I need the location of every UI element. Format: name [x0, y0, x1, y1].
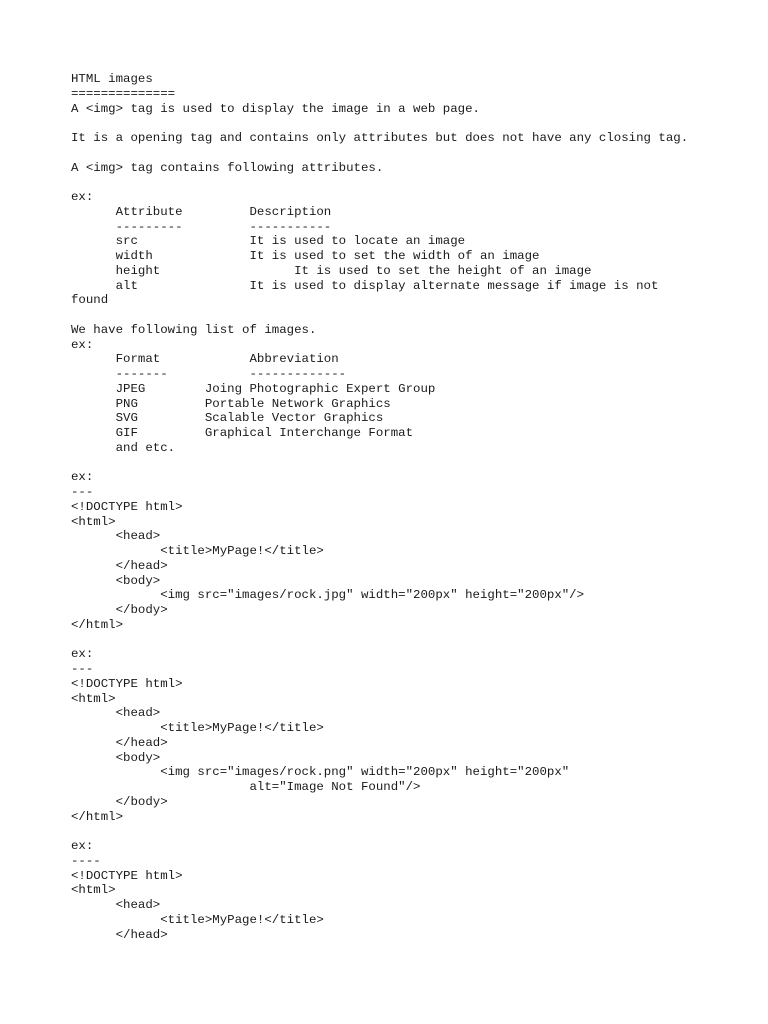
document-line: ----: [71, 853, 101, 868]
document-line: It is a opening tag and contains only attributes but does not have any closing tag.: [71, 131, 689, 145]
document-line: ex:: [71, 337, 94, 352]
document-line: <!DOCTYPE html>: [71, 868, 183, 883]
document-line: found: [71, 293, 109, 308]
document-line: [71, 146, 761, 161]
document-line: [71, 116, 761, 131]
document-line: <title>MyPage!</title>: [71, 721, 324, 735]
document-line: ex:: [71, 647, 94, 662]
document-line: <head>: [71, 706, 161, 721]
document-line: ------- -------------: [71, 367, 347, 381]
document-line: <body>: [71, 750, 161, 765]
document-line: ---: [71, 662, 94, 676]
document-line: GIF Graphical Interchange Format: [71, 426, 414, 440]
document-line: [71, 456, 761, 471]
document-line: --------- -----------: [71, 219, 332, 234]
document-line: [71, 633, 761, 648]
document-line: <title>MyPage!</title>: [71, 544, 324, 558]
document-line: src It is used to locate an image: [71, 234, 466, 249]
document-line: <html>: [71, 883, 116, 898]
document-line: [71, 175, 761, 190]
document-line: SVG Scalable Vector Graphics: [71, 411, 384, 426]
document-line: <title>MyPage!</title>: [71, 912, 324, 927]
document-line: <html>: [71, 514, 116, 529]
document-line: JPEG Joing Photographic Expert Group: [71, 381, 436, 396]
document-line: <head>: [71, 898, 161, 912]
document-line: HTML images: [71, 72, 153, 86]
document-line: <!DOCTYPE html>: [71, 499, 183, 514]
document-line: </html>: [71, 809, 124, 824]
document-line: ex:: [71, 839, 94, 853]
document-line: height It is used to set the height of an image: [71, 263, 592, 278]
document-line: and etc.: [71, 440, 176, 455]
document-line: ex:: [71, 190, 94, 204]
document-line: </head>: [71, 735, 168, 750]
document-line: A <img> tag is used to display the image in a web page.: [71, 101, 480, 116]
document-line: alt It is used to display alternate message if image is not: [71, 278, 659, 293]
document-line: Format Abbreviation: [71, 352, 339, 367]
document-text: [71, 72, 761, 942]
document-line: width It is used to set the width of an image: [71, 249, 540, 263]
document-line: alt="Image Not Found"/>: [71, 780, 421, 794]
document-line: <body>: [71, 573, 161, 588]
document-line: Attribute Description: [71, 204, 332, 219]
document-line: <!DOCTYPE html>: [71, 676, 183, 691]
document-line: [71, 824, 761, 839]
document-line: ex:: [71, 470, 94, 485]
document-line: ---: [71, 485, 94, 499]
document-line: </head>: [71, 558, 168, 573]
document-line: <html>: [71, 691, 116, 706]
document-line: <img src="images/rock.jpg" width="200px" height="200px"/>: [71, 588, 585, 603]
document-line: <img src="images/rock.png" width="200px" height="200px": [71, 765, 570, 780]
document-line: </body>: [71, 794, 168, 809]
document-line: A <img> tag contains following attributes.: [71, 160, 384, 175]
document-line: [71, 308, 761, 323]
document-line: </head>: [71, 927, 168, 942]
document-line: ==============: [71, 86, 176, 101]
document-line: PNG Portable Network Graphics: [71, 396, 391, 411]
document-line: We have following list of images.: [71, 322, 317, 337]
document-line: </html>: [71, 617, 124, 632]
document-line: <head>: [71, 529, 161, 544]
document-line: </body>: [71, 603, 168, 617]
